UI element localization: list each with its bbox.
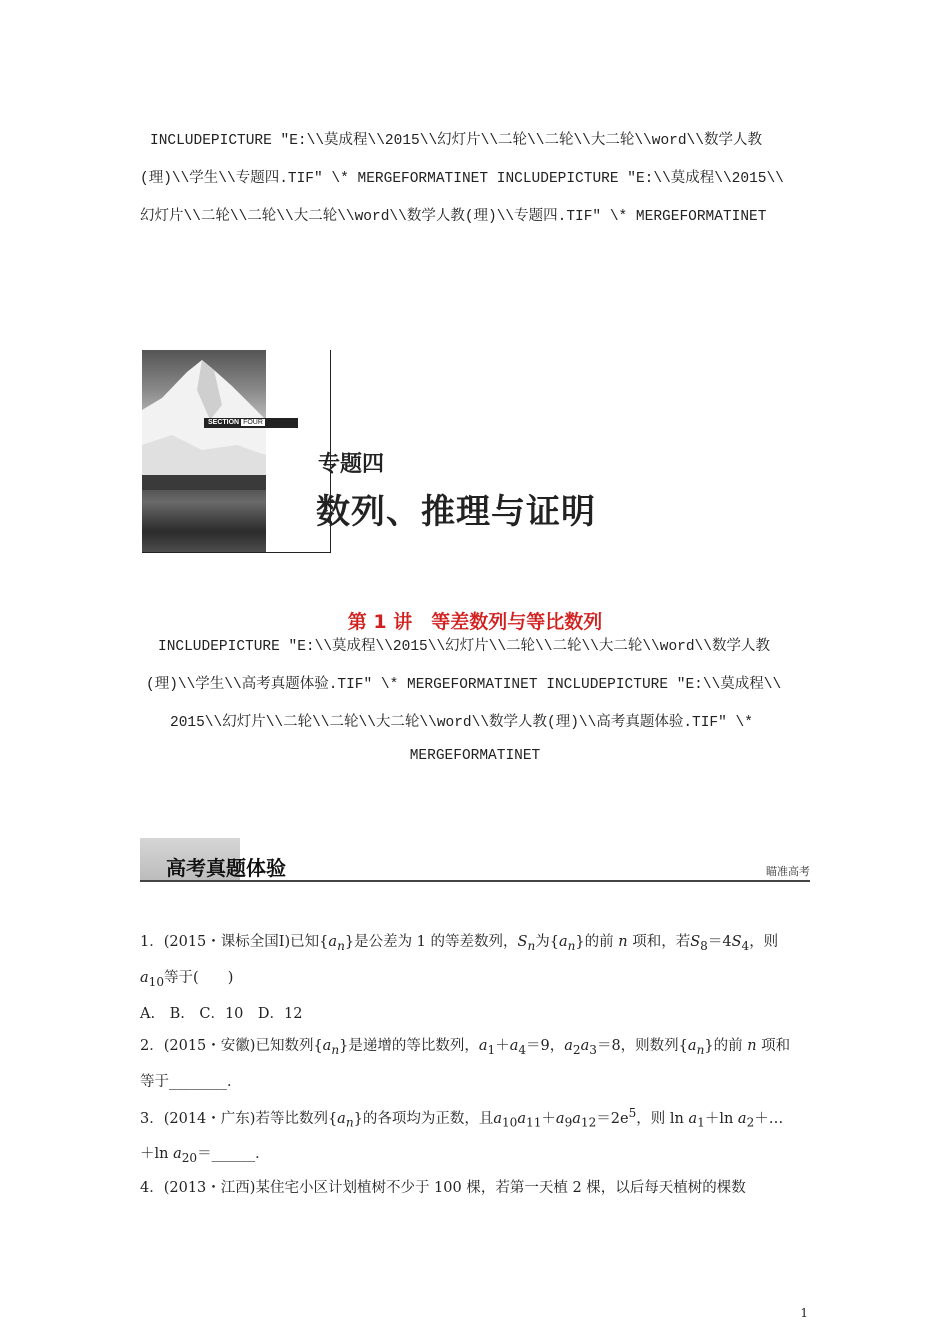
lecture-title: 第 1 讲 等差数列与等比数列 bbox=[347, 611, 603, 633]
topic-label: 专题四 bbox=[318, 452, 385, 477]
field-code-line: 2015\\幻灯片\\二轮\\二轮\\大二轮\\word\\数学人教(理)\\高考真题体验.TIF" \* bbox=[170, 715, 753, 731]
question-3: 3．(2014・广东)若等比数列$\{a_n\}$的各项均为正数，且$a_{10}a_{11}+a_9a_{12}=2e^5$，则 $\ln a_1+\ln$ $a_2+\dots$ bbox=[140, 1106, 784, 1130]
section-subtitle: 瞄准高考 bbox=[766, 865, 810, 878]
question-4: 4．(2013・江西)某住宅小区计划植树不少于 100 棵，若第一天植 2 棵，以后每天植树的棵数 bbox=[140, 1180, 746, 1196]
field-code-line: (理)\\学生\\高考真题体验.TIF" \* MERGEFORMATINET INCLUDEPICTURE "E:\\莫成程\\ bbox=[146, 677, 782, 693]
field-code-line: MERGEFORMATINET bbox=[409, 748, 541, 764]
field-code-line: INCLUDEPICTURE "E:\\莫成程\\2015\\幻灯片\\二轮\\二轮\\大二轮\\word\\数学人教 bbox=[150, 133, 762, 149]
section-cover bbox=[142, 350, 331, 553]
question-1: 1．(2015・课标全国Ⅰ)已知$\{a_n\}$是公差为 1 的等差数列，$S_n$为$\{a_n\}$的前 n 项和，若$S_8=4S_4$，则 bbox=[140, 934, 779, 953]
page-number: 1 bbox=[800, 1306, 808, 1320]
question-1-options: A. B. C．10 D．12 bbox=[140, 1006, 303, 1022]
question-2-cont: 等于________． bbox=[140, 1074, 242, 1090]
section-title: 高考真题体验 bbox=[166, 856, 286, 880]
section-tag: SECTION FOUR bbox=[204, 418, 298, 428]
field-code-line: INCLUDEPICTURE "E:\\莫成程\\2015\\幻灯片\\二轮\\二轮\\大二轮\\word\\数学人教 bbox=[158, 639, 770, 655]
question-1-cont: $a_{10}$等于( ) bbox=[140, 970, 234, 989]
section-rule bbox=[140, 880, 810, 882]
question-3-cont: ＋ln $a_{20}=\_\_\_\_\_\_$． bbox=[140, 1146, 270, 1165]
section-header bbox=[140, 838, 810, 882]
field-code-line: 幻灯片\\二轮\\二轮\\大二轮\\word\\数学人教(理)\\专题四.TIF" \* MERGEFORMATINET bbox=[140, 209, 767, 225]
field-code-line: (理)\\学生\\专题四.TIF" \* MERGEFORMATINET INCLUDEPICTURE "E:\\莫成程\\2015\\ bbox=[140, 171, 784, 187]
iceberg-image bbox=[142, 350, 266, 552]
question-2: 2．(2015・安徽)已知数列$\{a_n\}$是递增的等比数列，$a_1+a_4=9$，$a_2a_3=8$，则数列$\{a_n\}$的前 n 项和 bbox=[140, 1038, 791, 1057]
topic-title: 数列、推理与证明 bbox=[316, 492, 596, 532]
